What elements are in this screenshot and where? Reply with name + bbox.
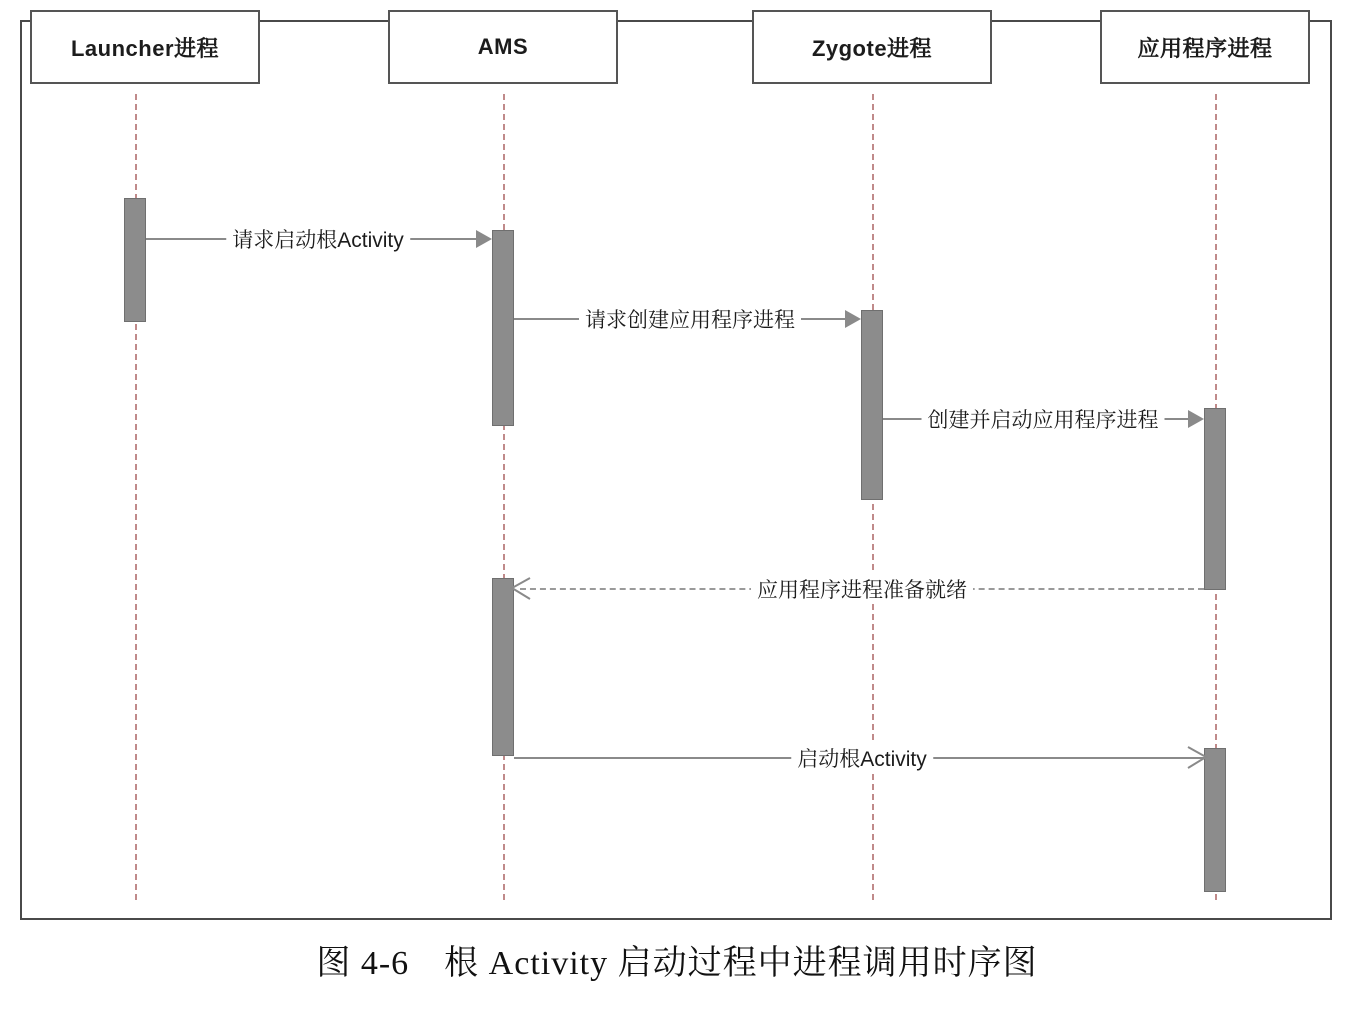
diagram-frame: [20, 20, 1332, 920]
activation-ams-1: [492, 230, 514, 426]
lifeline-ams: [503, 94, 505, 900]
activation-zygote: [861, 310, 883, 500]
activation-launcher: [124, 198, 146, 322]
message-label-2: 请求创建应用程序进程: [579, 304, 801, 334]
participant-label: Zygote进程: [811, 35, 933, 61]
participant-label: Launcher进程: [70, 35, 220, 61]
arrowhead-left-icon: [508, 576, 532, 602]
participant-label: 应用程序进程: [1137, 35, 1273, 61]
message-label-3: 创建并启动应用程序进程: [922, 404, 1165, 434]
participant-zygote: [752, 10, 992, 84]
arrowhead-right-icon: [1188, 410, 1204, 428]
activation-ams-2: [492, 578, 514, 756]
arrowhead-right-icon: [476, 230, 492, 248]
participant-label: AMS: [477, 34, 529, 59]
figure-caption: 图 4-6 根 Activity 启动过程中进程调用时序图: [316, 945, 1038, 982]
arrowhead-right-icon: [845, 310, 861, 328]
message-label-4: 应用程序进程准备就绪: [751, 574, 973, 604]
activation-app-1: [1204, 408, 1226, 590]
participant-launcher: [30, 10, 260, 84]
participant-ams: [388, 10, 618, 84]
participant-app: [1100, 10, 1310, 84]
arrowhead-right-icon: [1186, 745, 1210, 771]
message-label-5: 启动根Activity: [791, 743, 933, 773]
message-label-1: 请求启动根Activity: [226, 224, 410, 254]
